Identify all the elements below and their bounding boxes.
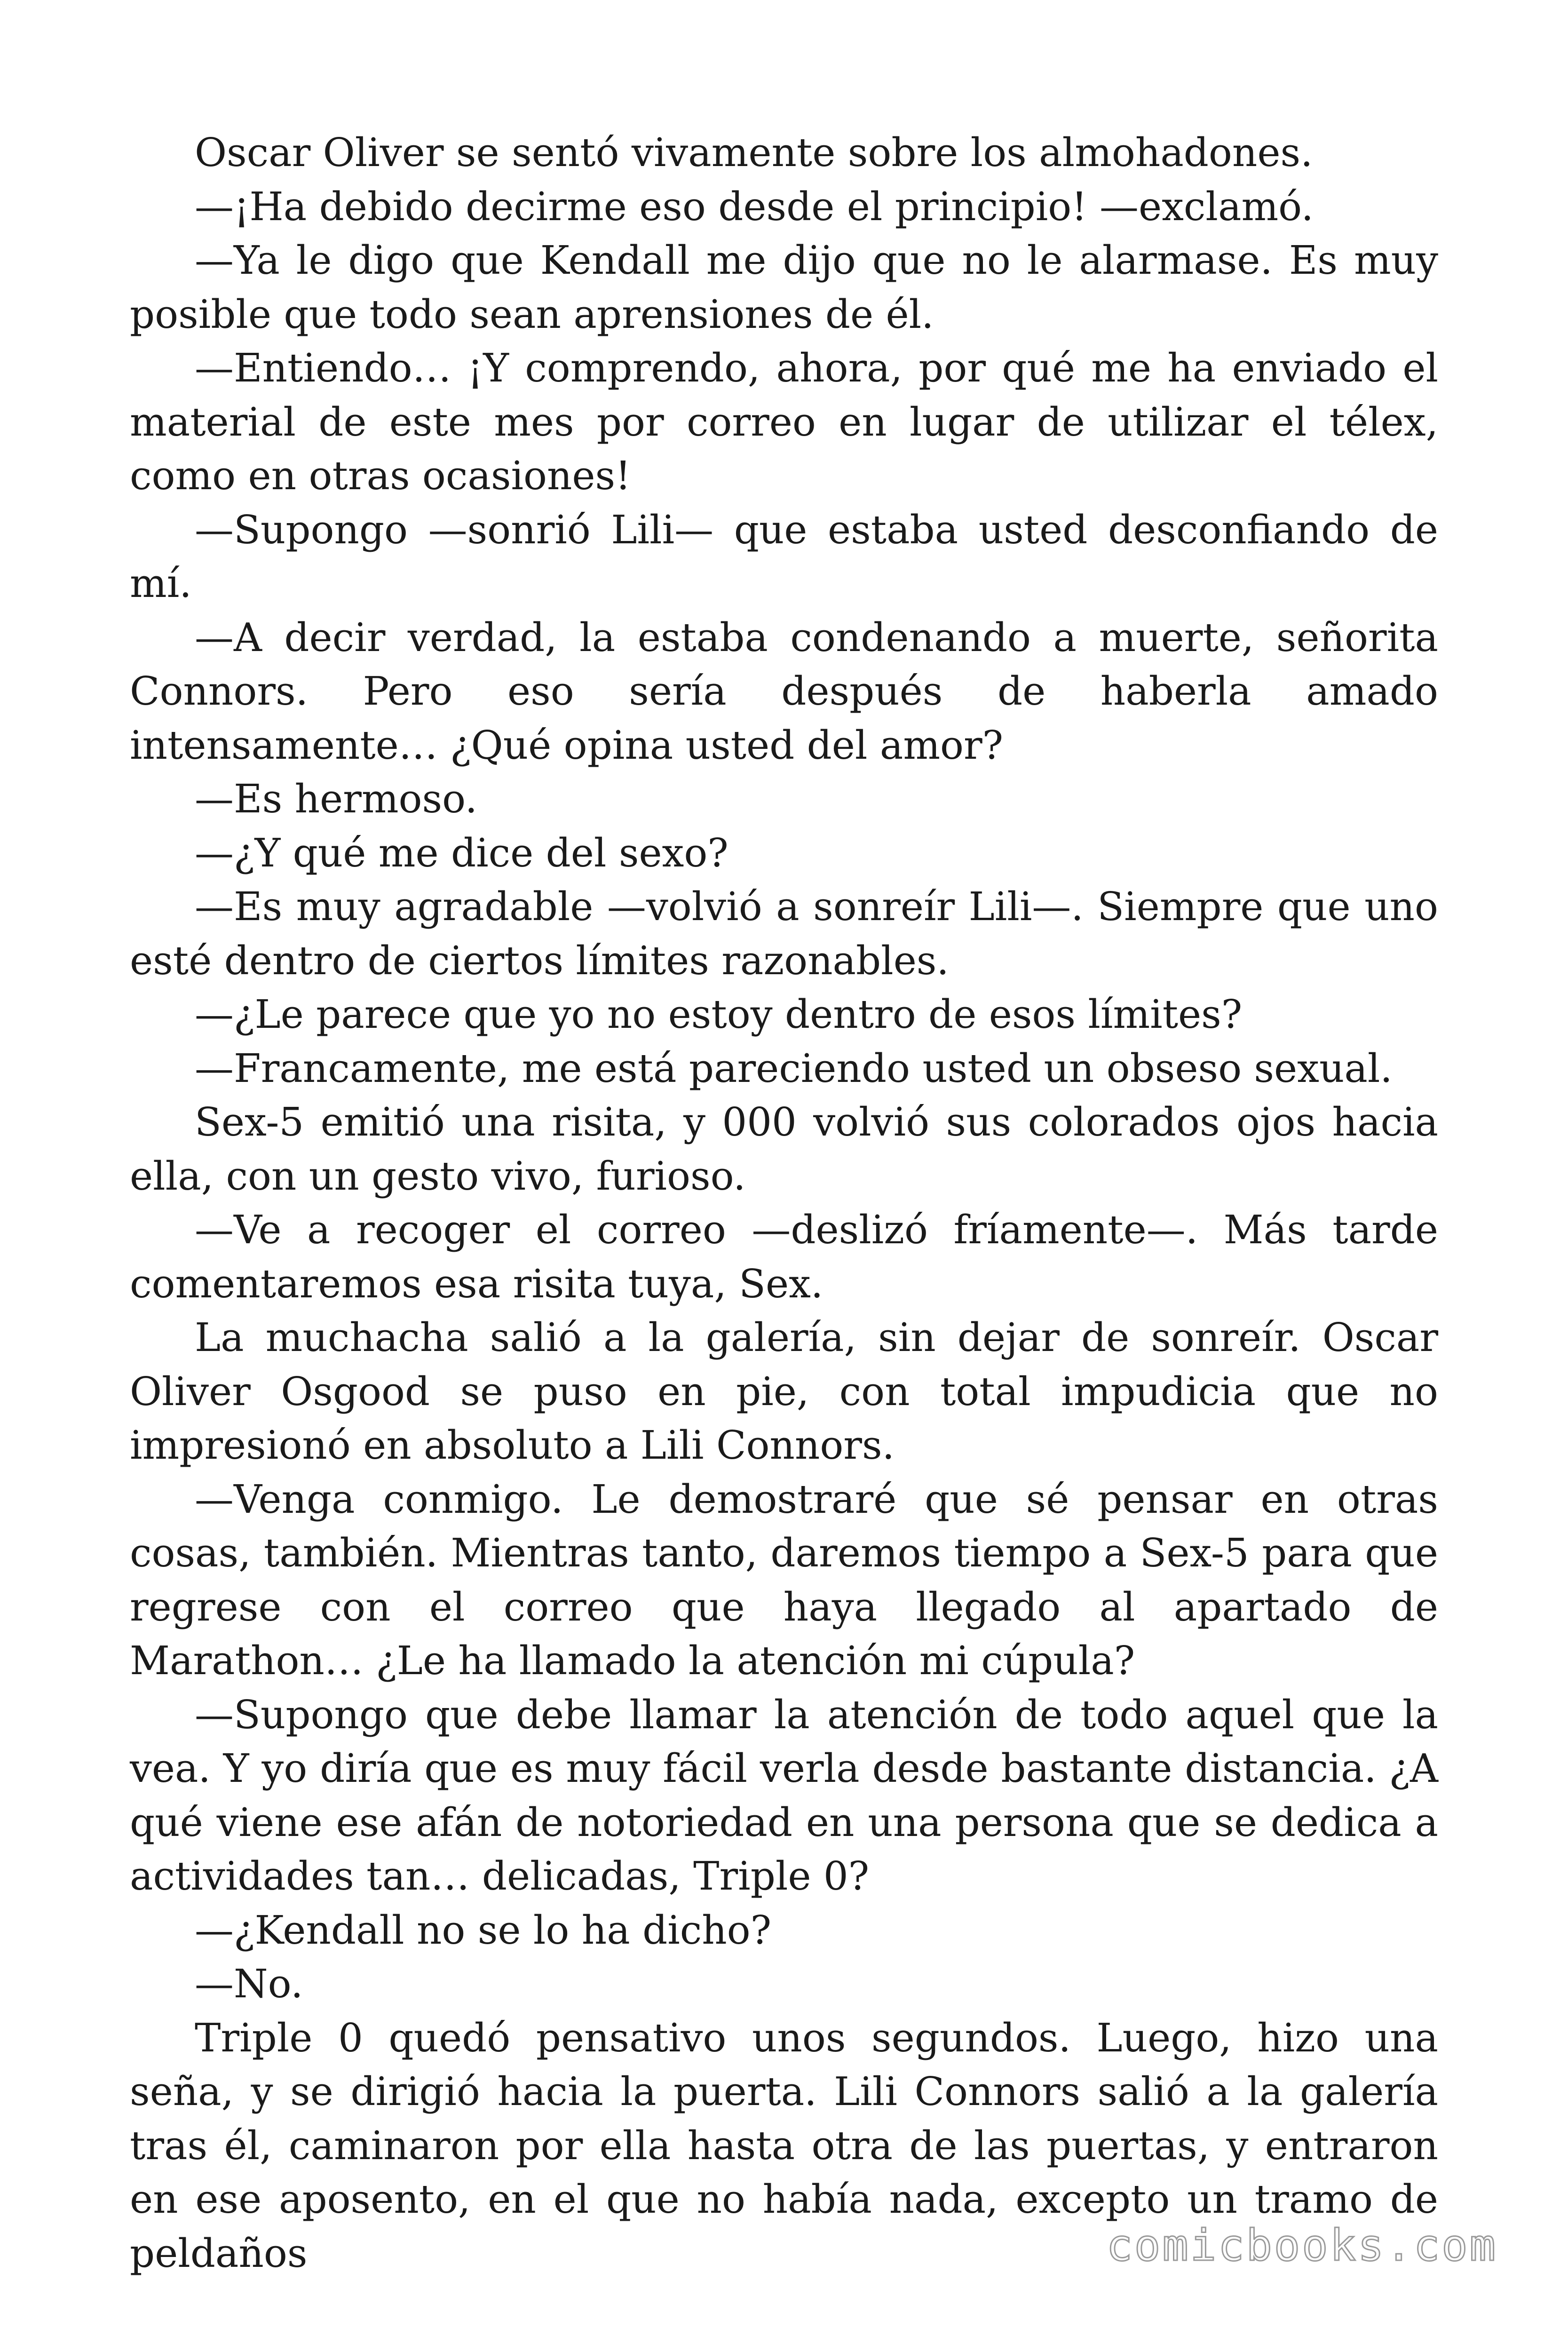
paragraph: —Francamente, me está pareciendo usted un obseso sexual. bbox=[195, 1045, 1393, 1091]
paragraph: —¿Y qué me dice del sexo? bbox=[195, 830, 729, 876]
paragraph: —¿Kendall no se lo ha dicho? bbox=[195, 1907, 772, 1953]
paragraph: Triple 0 quedó pensativo unos segundos. Luego, hizo una seña, y se dirigió hacia la puerta. Lili Connors salió a la galería tras él, caminaron por ella hasta otra de las puertas, y entraron en ese aposento, en el que no había nada, excepto un tramo de peldaños bbox=[130, 2015, 1438, 2276]
body-text bbox=[130, 126, 1438, 2280]
paragraph: Sex-5 emitió una risita, y 000 volvió sus colorados ojos hacia ella, con un gesto vivo, furioso. bbox=[130, 1099, 1438, 1199]
paragraph: —Ya le digo que Kendall me dijo que no le alarmase. Es muy posible que todo sean aprensiones de él. bbox=[130, 238, 1438, 337]
paragraph: —Es muy agradable —volvió a sonreír Lili—. Siempre que uno esté dentro de ciertos límites razonables. bbox=[130, 884, 1438, 984]
paragraph: —Supongo —sonrió Lili— que estaba usted desconfiando de mí. bbox=[130, 507, 1438, 606]
paragraph: La muchacha salió a la galería, sin dejar de sonreír. Oscar Oliver Osgood se puso en pie, con total impudicia que no impresionó en absoluto a Lili Connors. bbox=[130, 1315, 1438, 1468]
paragraph: —¡Ha debido decirme eso desde el principio! —exclamó. bbox=[195, 183, 1314, 230]
paragraph: —Supongo que debe llamar la atención de todo aquel que la vea. Y yo diría que es muy fácil verla desde bastante distancia. ¿A qué viene ese afán de notoriedad en una persona que se dedica a actividades tan… delicadas, Triple 0? bbox=[130, 1692, 1438, 1899]
paragraph: —Ve a recoger el correo —deslizó fríamente—. Más tarde comentaremos esa risita tuya, Sex. bbox=[130, 1207, 1438, 1307]
paragraph: Oscar Oliver se sentó vivamente sobre los almohadones. bbox=[195, 130, 1313, 175]
paragraph: —¿Le parece que yo no estoy dentro de esos límites? bbox=[195, 992, 1243, 1037]
paragraph: —Es hermoso. bbox=[195, 776, 477, 822]
paragraph: —Venga conmigo. Le demostraré que sé pensar en otras cosas, también. Mientras tanto, daremos tiempo a Sex-5 para que regrese con el correo que haya llegado al apartado de Marathon… ¿Le ha llamado la atención mi cúpula? bbox=[130, 1476, 1438, 1684]
paragraph: —Entiendo… ¡Y comprendo, ahora, por qué me ha enviado el material de este mes por correo en lugar de utilizar el télex, como en otras ocasiones! bbox=[130, 345, 1438, 499]
watermark: comicbooks.com bbox=[1106, 2220, 1497, 2271]
paragraph: —No. bbox=[195, 1961, 303, 2007]
paragraph: —A decir verdad, la estaba condenando a muerte, señorita Connors. Pero eso sería después de haberla amado intensamente… ¿Qué opina usted del amor? bbox=[130, 614, 1438, 768]
